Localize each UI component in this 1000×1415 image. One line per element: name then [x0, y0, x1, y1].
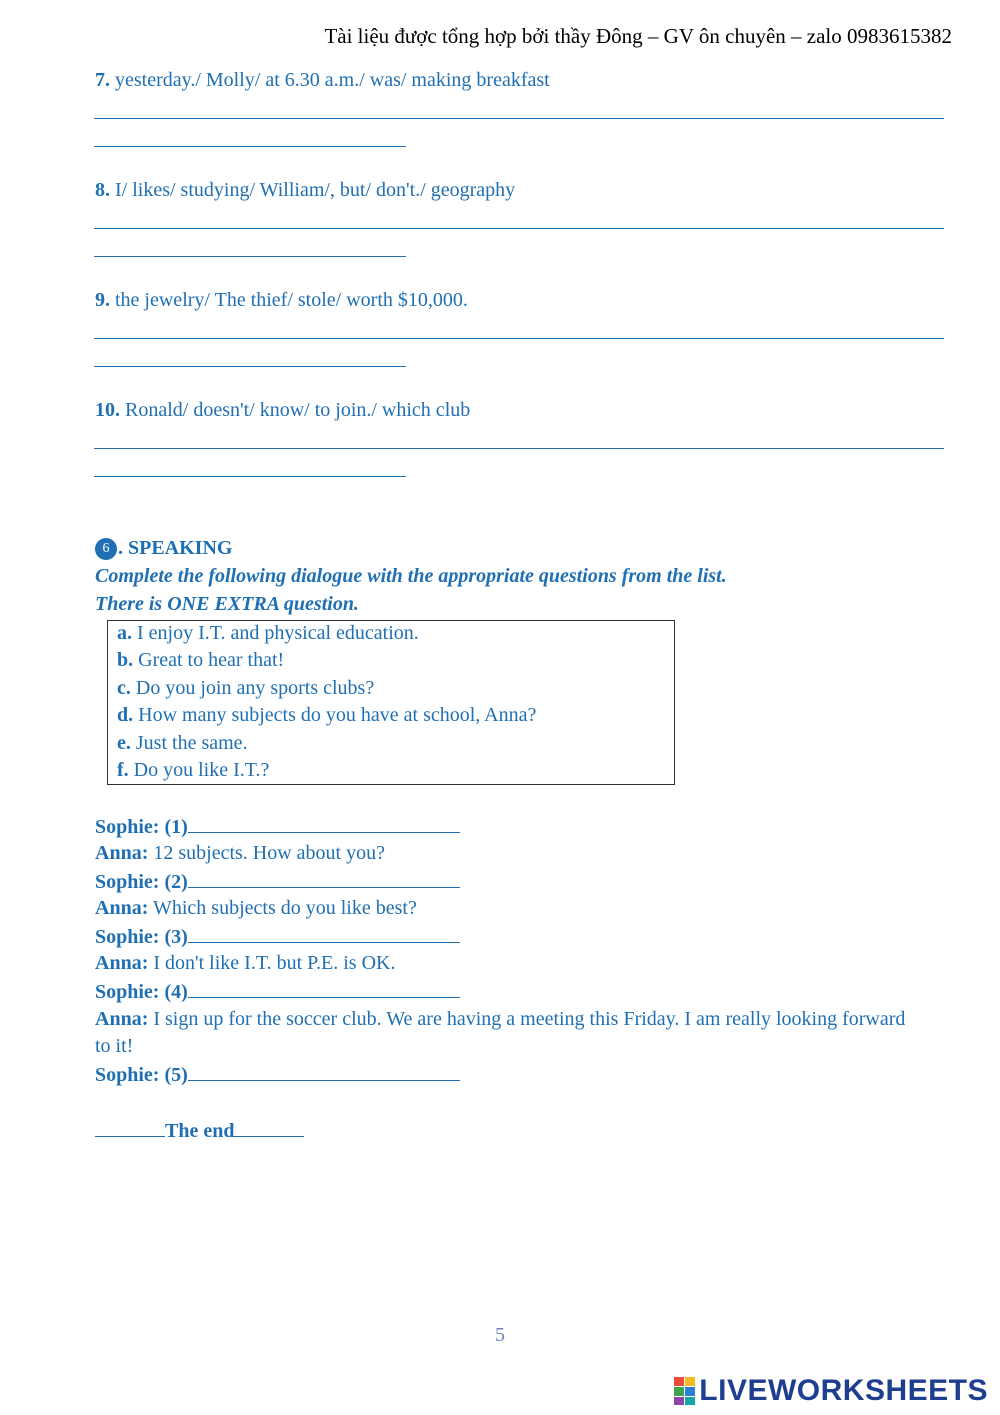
- question-number: 10.: [95, 399, 120, 421]
- dialogue-line-8: [95, 1006, 925, 1060]
- option-text: Great to hear that!: [133, 649, 285, 671]
- speaker: Anna:: [95, 897, 149, 919]
- dialogue-line-7: [95, 979, 460, 1004]
- instruction-line-1: Complete the following dialogue with the appropriate questions from the list.: [95, 565, 727, 587]
- options-box: [107, 620, 675, 785]
- dialogue-line-3: [95, 869, 460, 894]
- dialogue-text: 12 subjects. How about you?: [148, 842, 385, 864]
- dialogue-line-9: [95, 1062, 460, 1087]
- speaker: Sophie: (4): [95, 981, 188, 1003]
- option-letter: a.: [117, 622, 132, 644]
- page-number: 5: [495, 1324, 505, 1346]
- dialogue-text: I sign up for the soccer club. We are having a meeting this Friday. I am really looking forward to it!: [95, 1008, 906, 1057]
- answer-line-7a[interactable]: [94, 118, 944, 119]
- speaker: Anna:: [95, 842, 149, 864]
- answer-line-9b[interactable]: [94, 366, 406, 367]
- question-number: 7.: [95, 69, 110, 91]
- document-header: Tài liệu được tổng hợp bởi thầy Đông – GV ôn chuyên – zalo 0983615382: [324, 24, 952, 48]
- answer-blank-5[interactable]: [188, 1062, 460, 1081]
- question-7: [95, 69, 550, 92]
- speaker: Sophie: (3): [95, 926, 188, 948]
- option-letter: d.: [117, 704, 134, 726]
- liveworksheets-blocks-icon: [674, 1377, 696, 1405]
- end-text: The end: [165, 1120, 235, 1142]
- dialogue-line-5: [95, 924, 460, 949]
- dialogue-text: I don't like I.T. but P.E. is OK.: [148, 952, 396, 974]
- option-b: [117, 649, 284, 672]
- speaker: Sophie: (5): [95, 1064, 188, 1086]
- option-letter: b.: [117, 649, 134, 671]
- end-rule-left: [95, 1118, 165, 1137]
- dialogue-line-1: [95, 814, 460, 839]
- question-text: the jewelry/ The thief/ stole/ worth $10,000.: [110, 289, 468, 311]
- question-number: 9.: [95, 289, 110, 311]
- answer-line-8b[interactable]: [94, 256, 406, 257]
- section-title: [95, 537, 232, 560]
- option-letter: e.: [117, 732, 131, 754]
- answer-line-8a[interactable]: [94, 228, 944, 229]
- dialogue-line-4: [95, 897, 417, 920]
- option-a: [117, 622, 419, 645]
- answer-line-7b[interactable]: [94, 146, 406, 147]
- question-10: [95, 399, 470, 422]
- liveworksheets-logo: [674, 1374, 988, 1408]
- option-text: How many subjects do you have at school, Anna?: [133, 704, 537, 726]
- answer-blank-3[interactable]: [188, 924, 460, 943]
- instruction-line-2: There is ONE EXTRA question.: [95, 593, 359, 615]
- logo-text: LIVEWORKSHEETS: [699, 1374, 988, 1407]
- end-marker: [95, 1118, 304, 1143]
- answer-line-9a[interactable]: [94, 338, 944, 339]
- answer-blank-1[interactable]: [188, 814, 460, 833]
- option-text: Just the same.: [130, 732, 248, 754]
- option-text: Do you like I.T.?: [128, 759, 270, 781]
- answer-line-10b[interactable]: [94, 476, 406, 477]
- option-c: [117, 677, 374, 700]
- question-text: yesterday./ Molly/ at 6.30 a.m./ was/ making breakfast: [110, 69, 550, 91]
- option-e: [117, 732, 248, 755]
- speaker: Anna:: [95, 952, 149, 974]
- question-9: [95, 289, 468, 312]
- end-rule-right: [234, 1118, 304, 1137]
- question-text: Ronald/ doesn't/ know/ to join./ which club: [120, 399, 471, 421]
- dialogue-line-2: [95, 842, 385, 865]
- dialogue-text: Which subjects do you like best?: [148, 897, 417, 919]
- question-number: 8.: [95, 179, 110, 201]
- question-text: I/ likes/ studying/ William/, but/ don't./ geography: [110, 179, 516, 201]
- answer-blank-4[interactable]: [188, 979, 460, 998]
- answer-blank-2[interactable]: [188, 869, 460, 888]
- option-d: [117, 704, 536, 727]
- speaker: Sophie: (2): [95, 871, 188, 893]
- option-letter: c.: [117, 677, 131, 699]
- question-8: [95, 179, 515, 202]
- dialogue-line-6: [95, 952, 395, 975]
- option-letter: f.: [117, 759, 129, 781]
- option-text: I enjoy I.T. and physical education.: [132, 622, 419, 644]
- section-number-badge: 6: [95, 538, 117, 560]
- section-title-text: . SPEAKING: [118, 537, 233, 559]
- speaker: Anna:: [95, 1008, 149, 1030]
- option-text: Do you join any sports clubs?: [130, 677, 375, 699]
- answer-line-10a[interactable]: [94, 448, 944, 449]
- option-f: [117, 759, 269, 782]
- speaker: Sophie: (1): [95, 816, 188, 838]
